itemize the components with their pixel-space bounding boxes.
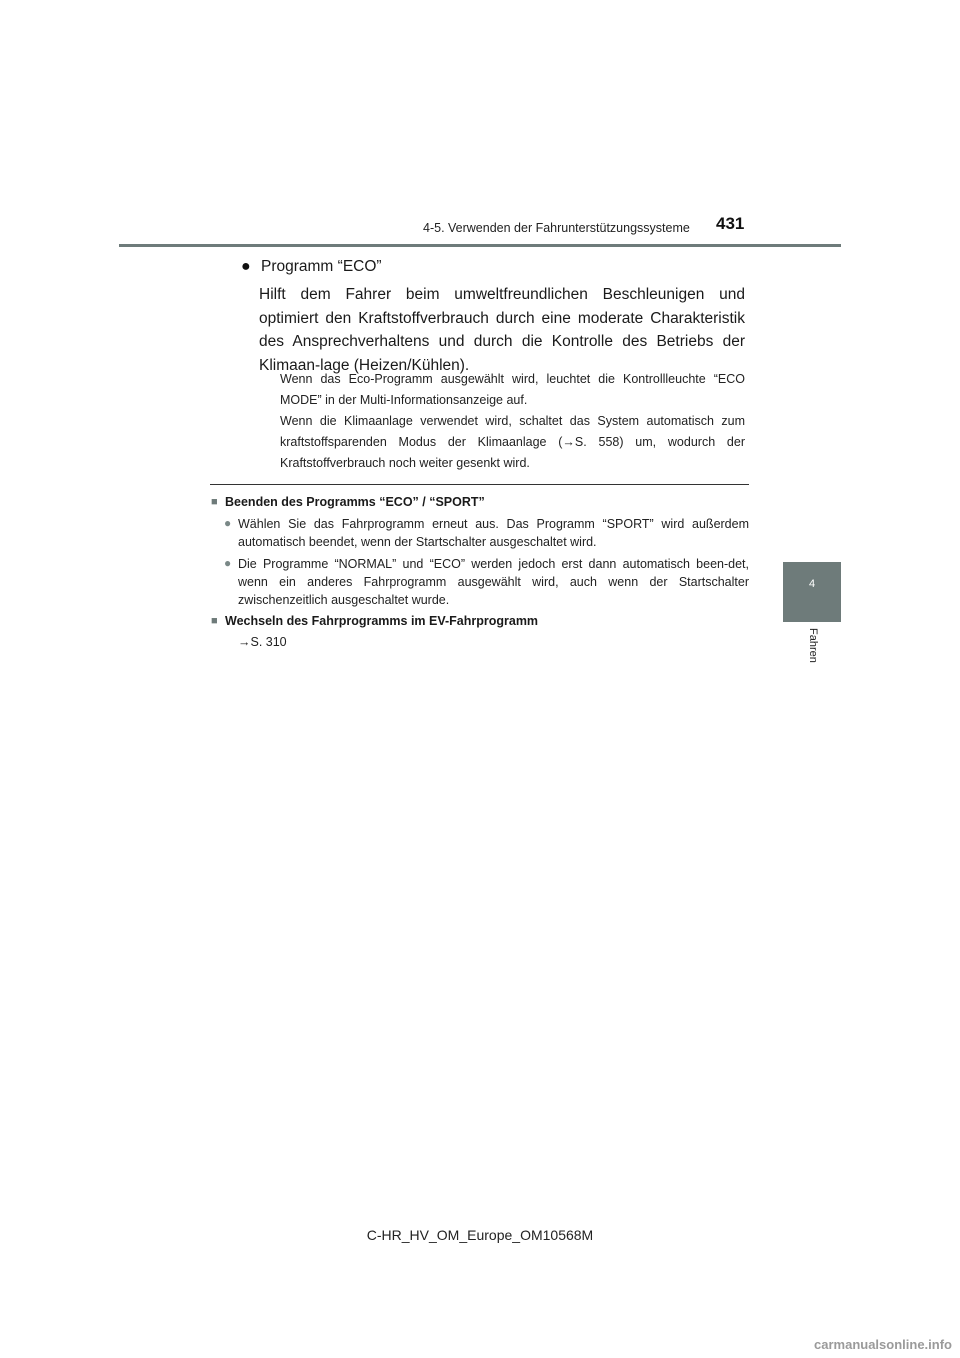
document-code: C-HR_HV_OM_Europe_OM10568M <box>366 1227 594 1243</box>
list-item: Wählen Sie das Fahrprogramm erneut aus. Das Programm “SPORT” wird außerdem automatisch beendet, wenn der Startschalter ausgeschaltet wird. <box>238 517 749 549</box>
header-divider <box>119 244 841 247</box>
eco-note: Wenn die Klimaanlage verwendet wird, schaltet das System automatisch zum kraftstoffsparenden Modus der Klimaanlage (→S. 558) um, wodurch der Kraftstoffverbrauch noch weiter gesenkt wird. <box>280 414 745 470</box>
eco-program-description: Hilft dem Fahrer beim umweltfreundlichen Beschleunigen und optimiert den Kraftstoffverbrauch durch eine moderate Charakteristik des Ansprechverhaltens und durch die Kontrolle des Betriebs der Klimaan-lage (Heizen/Kühlen). <box>259 286 745 374</box>
section-title: 4-5. Verwenden der Fahrunterstützungssysteme <box>423 221 690 235</box>
square-bullet-icon: ■ <box>211 615 218 627</box>
chapter-number: 4 <box>808 578 816 590</box>
chapter-tab <box>783 562 841 622</box>
eco-program-title: Programm “ECO” <box>261 258 382 275</box>
chapter-label <box>806 628 819 672</box>
chapter-label-text: Fahren <box>807 628 819 663</box>
page-number: 431 <box>716 214 745 233</box>
list-item: Die Programme “NORMAL” und “ECO” werden jedoch erst dann automatisch been-det, wenn ein anderes Fahrprogramm ausgewählt wird, auch wenn der Startschalter zwischenzeitlich ausgeschaltet wurde. <box>238 557 749 607</box>
section-heading: Beenden des Programms “ECO” / “SPORT” <box>225 495 485 509</box>
dot-bullet-icon: ● <box>224 516 232 530</box>
section-divider <box>210 484 749 485</box>
section-heading: Wechseln des Fahrprogramms im EV-Fahrprogramm <box>225 614 539 628</box>
eco-note: Wenn das Eco-Programm ausgewählt wird, leuchtet die Kontrollleuchte “ECO MODE” in der Multi-Informationsanzeige auf. <box>280 372 745 407</box>
page-reference-link[interactable]: →S. 310 <box>238 635 287 649</box>
dot-bullet-icon: ● <box>224 556 232 570</box>
bullet-icon: ● <box>241 258 251 275</box>
watermark: carmanualsonline.info <box>814 1337 952 1352</box>
square-bullet-icon: ■ <box>211 496 218 508</box>
